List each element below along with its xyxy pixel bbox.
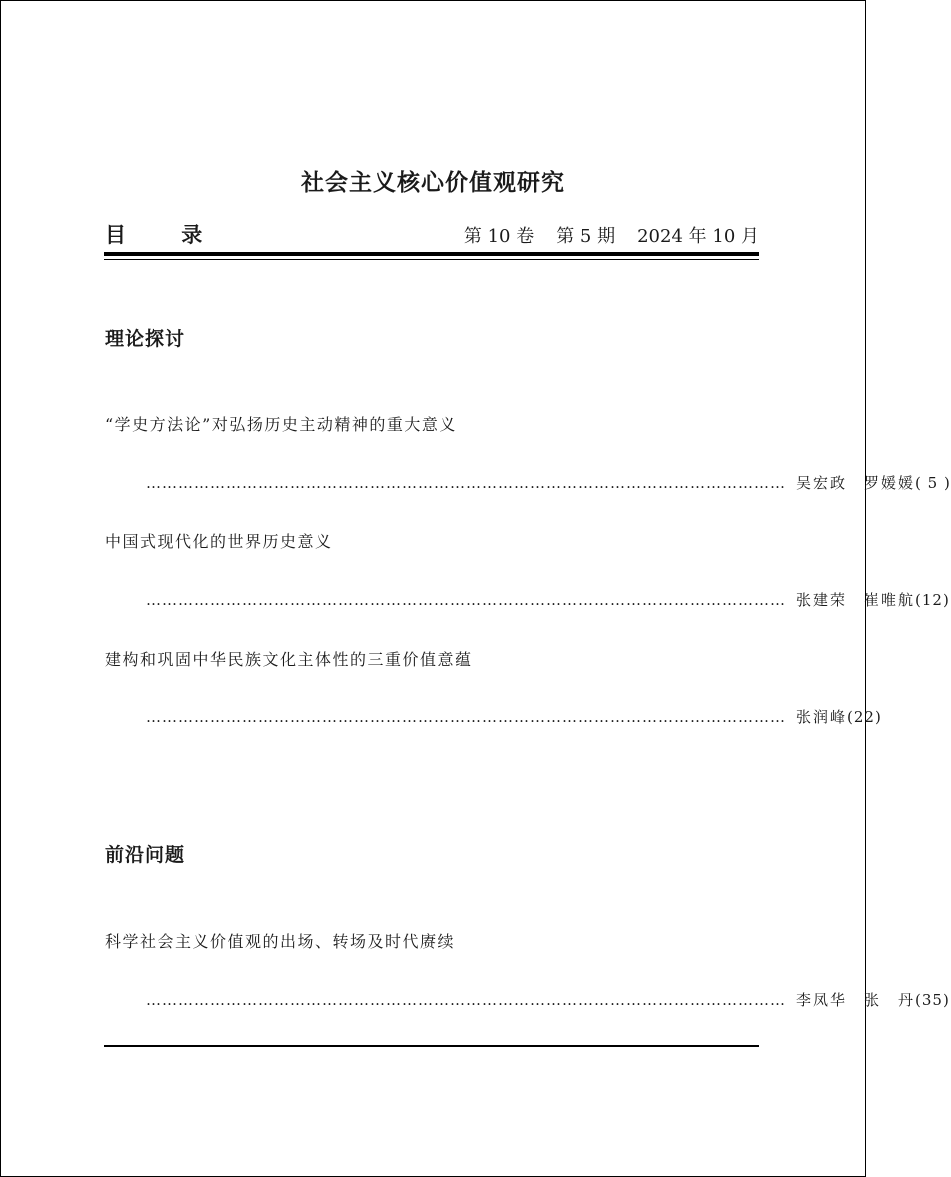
toc-heading: 目 录 bbox=[105, 223, 227, 247]
article-page[interactable]: (12) bbox=[915, 591, 950, 609]
header-rule-thin bbox=[104, 259, 759, 260]
leader-dots: ………………………………………………………………………………………………………… bbox=[146, 708, 786, 726]
article-page[interactable]: ( 5 ) bbox=[915, 474, 951, 492]
article-title[interactable]: 建构和巩固中华民族文化主体性的三重价值意蕴 bbox=[105, 650, 473, 669]
article-authors: 吴宏政 罗媛媛 bbox=[796, 474, 916, 492]
article-page[interactable]: (35) bbox=[915, 991, 950, 1009]
footer-rule bbox=[104, 1045, 759, 1047]
article-title[interactable]: “学史方法论”对弘扬历史主动精神的重大意义 bbox=[105, 415, 457, 434]
article-leader bbox=[146, 706, 882, 727]
article-authors: 张建荣 崔唯航 bbox=[796, 591, 916, 609]
section-heading-frontier: 前沿问题 bbox=[105, 844, 186, 866]
journal-title: 社会主义核心价值观研究 bbox=[301, 170, 565, 196]
issue-volume: 第 10 卷 bbox=[463, 226, 535, 247]
article-title[interactable]: 中国式现代化的世界历史意义 bbox=[105, 532, 333, 551]
article-title[interactable]: 科学社会主义价值观的出场、转场及时代赓续 bbox=[105, 932, 456, 951]
header-rule-thick bbox=[104, 252, 759, 256]
leader-dots: ………………………………………………………………………………………………………… bbox=[146, 591, 786, 609]
article-leader bbox=[146, 472, 951, 493]
leader-dots: ………………………………………………………………………………………………………… bbox=[146, 991, 786, 1009]
section-heading-theory: 理论探讨 bbox=[105, 328, 186, 350]
article-leader bbox=[146, 989, 950, 1010]
article-page[interactable]: (22) bbox=[847, 708, 882, 726]
issue-number: 第 5 期 bbox=[556, 226, 616, 247]
article-leader bbox=[146, 589, 950, 610]
article-authors: 李凤华 张 丹 bbox=[796, 991, 916, 1009]
issue-info bbox=[442, 222, 759, 248]
article-authors: 张润峰 bbox=[796, 708, 848, 726]
leader-dots: ………………………………………………………………………………………………………… bbox=[146, 474, 786, 492]
issue-date: 2024 年 10 月 bbox=[637, 226, 759, 247]
